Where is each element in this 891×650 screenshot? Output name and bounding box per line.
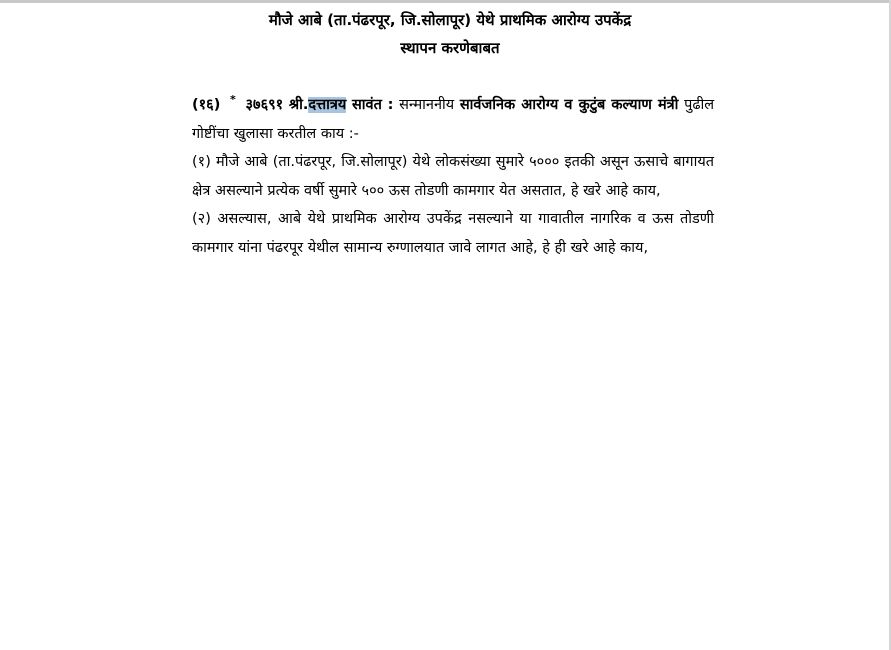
question-intro [192, 86, 714, 148]
question-id: ३७६९१ [245, 97, 284, 113]
member-last-name: सावंत [351, 97, 382, 113]
point-2: (२) असल्यास, आबे येथे प्राथमिक आरोग्य उपकेंद्र नसल्याने या गावातील नागरिक व ऊस तोडणी कामगार यांना पंढरपूर येथील सामान्य रुग्णालयात जावे लागत आहे, हे ही खरे आहे काय, [192, 211, 714, 256]
minister-title: सार्वजनिक आरोग्य व कुटुंब कल्याण मंत्री [459, 97, 679, 113]
point-1: (१) मौजे आबे (ता.पंढरपूर, जि.सोलापूर) येथे लोकसंख्या सुमारे ५००० इतकी असून ऊसाचे बागायत क्षेत्र असल्याने प्रत्येक वर्षी सुमारे ५०० ऊस तोडणी कामगार येत असतात, हे खरे आहे काय, [192, 154, 714, 199]
colon: : [387, 97, 394, 113]
address-prefix: सन्माननीय [399, 97, 455, 113]
address-suffix: पुढील गोष्टींचा खुलासा करतील काय :- [192, 97, 715, 142]
member-first-name-selected[interactable]: दत्तात्रय [308, 97, 347, 113]
title-line-2: स्थापन करणेबाबत [400, 39, 500, 57]
member-prefix: श्री. [288, 97, 309, 113]
question-number: (१६) [192, 97, 221, 113]
document-title [120, 6, 780, 62]
title-line-1: मौजे आबे (ता.पंढरपूर, जि.सोलापूर) येथे प्राथमिक आरोग्य उपकेंद्र [268, 11, 632, 29]
top-border [0, 0, 891, 3]
question-body [192, 86, 714, 262]
starred-marker: * [230, 93, 236, 106]
